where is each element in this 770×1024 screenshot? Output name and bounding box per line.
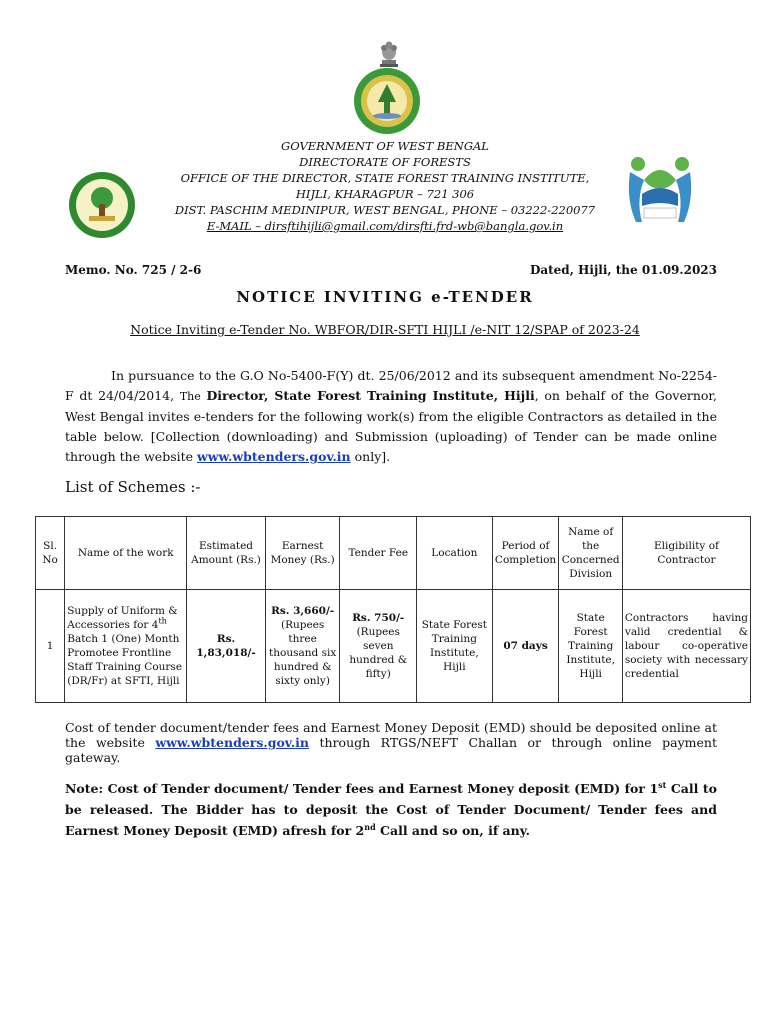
header-earnest: Earnest Money (Rs.)	[265, 517, 340, 590]
intro-text-2: The	[179, 390, 201, 403]
header-location: Location	[417, 517, 493, 590]
cell-work: Supply of Uniform & Accessories for 4th Batch 1 (One) Month Promotee Frontline Staff Training Course (DR/Fr) at SFTI, Hijli	[65, 590, 187, 703]
header-fee: Tender Fee	[340, 517, 417, 590]
intro-text-1: In pursuance to the G.O No-5400-F(Y) dt. 25/06/2012 and its subsequent amendment No-2254-F dt 24/04/2014,	[65, 368, 717, 403]
header-division: Name of the Concerned Division	[559, 517, 622, 590]
header-period: Period of Completion	[492, 517, 559, 590]
cell-period: 07 days	[492, 590, 559, 703]
header-government: GOVERNMENT OF WEST BENGAL	[281, 139, 489, 153]
intro-text-3: , on behalf of the Governor, West Bengal invites e-tenders for the following work(s) from the eligible Contractors as detailed in the table below. [Collection (downloading) and Submission (uploading) of Tender can be made online through the website	[65, 388, 717, 464]
intro-director: Director, State Forest Training Institute, Hijli	[206, 388, 535, 403]
header-eligibility: Eligibility of Contractor	[622, 517, 750, 590]
note-paragraph: Note: Cost of Tender document/ Tender fees and Earnest Money deposit (EMD) for 1st Call to be released. The Bidder has to deposit the Cost of Tender Document/ Tender fees and Earnest Money Deposit (EMD) afresh for 2nd Call and so on, if any.	[65, 779, 717, 838]
cell-sl: 1	[36, 590, 65, 703]
cell-eligibility: Contractors having valid credential & labour co-operative society with necessary credential	[622, 590, 750, 703]
table-row	[36, 590, 751, 703]
schemes-table	[35, 516, 751, 703]
training-institute-logo	[67, 170, 137, 240]
notice-number: Notice Inviting e-Tender No. WBFOR/DIR-SFTI HIJLI /e-NIT 12/SPAP of 2023-24	[130, 322, 640, 337]
list-heading: List of Schemes :-	[65, 478, 201, 496]
cost-paragraph: Cost of tender document/tender fees and Earnest Money Deposit (EMD) should be deposited online at the website www.wbtenders.gov.in through RTGS/NEFT Challan or through online payment gateway.	[65, 720, 717, 765]
intro-paragraph	[65, 366, 717, 467]
wbtenders-link[interactable]: www.wbtenders.gov.in	[197, 449, 351, 464]
header-office: OFFICE OF THE DIRECTOR, STATE FOREST TRAINING INSTITUTE,	[180, 171, 590, 185]
forest-department-logo	[352, 66, 422, 136]
wbtenders-link-2[interactable]: www.wbtenders.gov.in	[155, 735, 310, 750]
header-work: Name of the work	[65, 517, 187, 590]
table-header-row	[36, 517, 751, 590]
intro-text-4: only].	[354, 449, 391, 464]
header-address: HIJLI, KHARAGPUR – 721 306	[295, 187, 475, 201]
header-directorate: DIRECTORATE OF FORESTS	[299, 155, 471, 169]
header-email-link[interactable]: E-MAIL – dirsftihijli@gmail.com/dirsfti.frd-wb@bangla.gov.in	[206, 219, 564, 233]
cell-location: State Forest Training Institute, Hijli	[417, 590, 493, 703]
office-header	[150, 138, 620, 234]
cell-division: State Forest Training Institute, Hijli	[559, 590, 622, 703]
memo-date: Dated, Hijli, the 01.09.2023	[529, 263, 717, 277]
header-estimated: Estimated Amount (Rs.)	[187, 517, 266, 590]
forest-people-logo	[622, 150, 698, 230]
header-sl: Sl. No	[36, 517, 65, 590]
cell-fee: Rs. 750/- (Rupees seven hundred & fifty)	[340, 590, 417, 703]
cell-estimated: Rs. 1,83,018/-	[187, 590, 266, 703]
page-title: NOTICE INVITING e-TENDER	[236, 288, 534, 306]
cell-earnest: Rs. 3,660/- (Rupees three thousand six hundred & sixty only)	[265, 590, 340, 703]
national-emblem-icon	[378, 40, 400, 68]
header-district-phone: DIST. PASCHIM MEDINIPUR, WEST BENGAL, PHONE – 03222-220077	[174, 203, 596, 217]
memo-number: Memo. No. 725 / 2-6	[65, 263, 202, 277]
